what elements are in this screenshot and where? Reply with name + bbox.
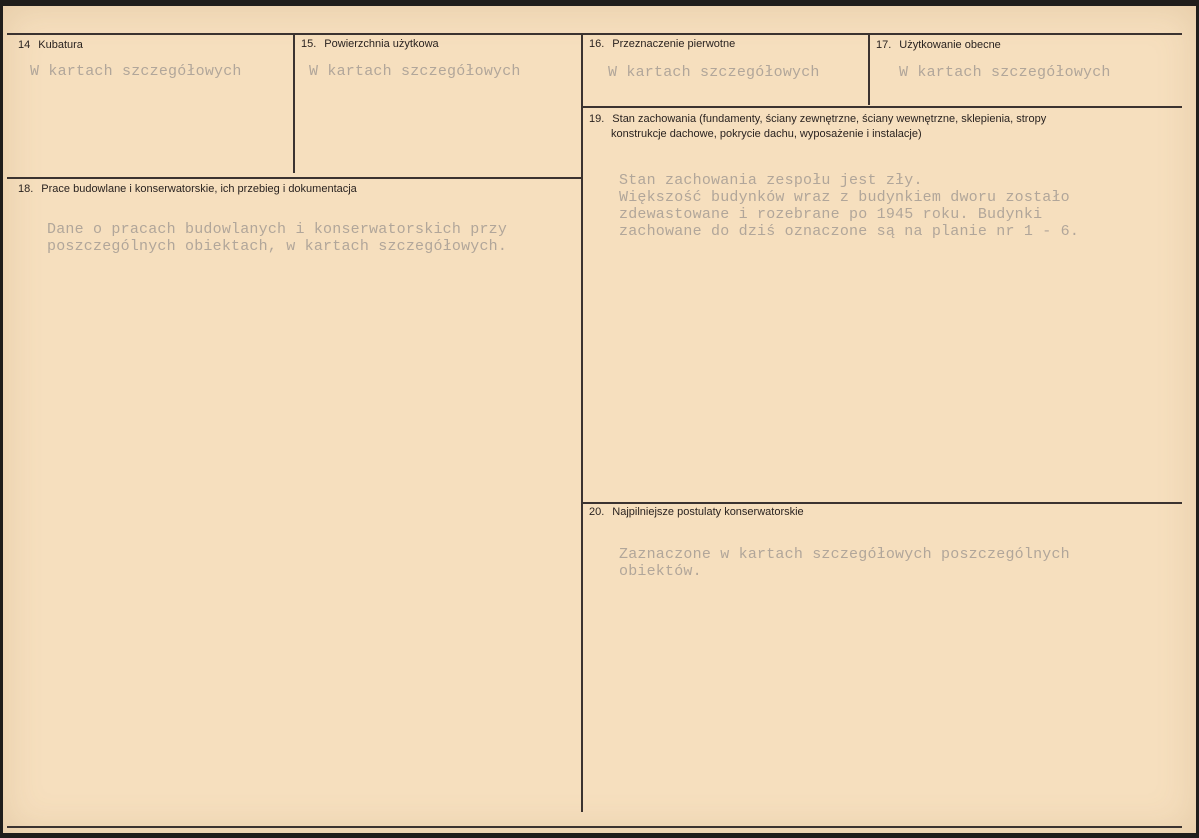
field-17-title: Użytkowanie obecne bbox=[899, 39, 1001, 51]
field-19-value-line: zachowane do dziś oznaczone są na planie nr 1 - 6. bbox=[619, 223, 1080, 240]
field-14-title: Kubatura bbox=[38, 39, 83, 51]
rule-above-18 bbox=[7, 177, 581, 179]
rule-under-16-17 bbox=[583, 106, 1182, 108]
field-20-number: 20. bbox=[589, 506, 605, 518]
field-19-number: 19. bbox=[589, 113, 605, 125]
field-19-value-line: Większość budynków wraz z budynkiem dworu zostało bbox=[619, 189, 1070, 206]
field-14-value: W kartach szczegółowych bbox=[30, 63, 242, 80]
main-vertical-divider bbox=[581, 33, 583, 812]
field-18-value-line: poszczególnych obiektach, w kartach szczegółowych. bbox=[47, 238, 508, 255]
field-20-title: Najpilniejsze postulaty konserwatorskie bbox=[612, 506, 804, 518]
field-18-title: Prace budowlane i konserwatorskie, ich przebieg i dokumentacja bbox=[41, 183, 357, 195]
field-19-title-line1: Stan zachowania (fundamenty, ściany zewnętrzne, ściany wewnętrzne, sklepienia, stropy bbox=[612, 113, 1047, 125]
field-17-value: W kartach szczegółowych bbox=[899, 64, 1111, 81]
field-17-number: 17. bbox=[876, 39, 892, 51]
field-20-label bbox=[589, 505, 804, 519]
field-19-value-line: Stan zachowania zespołu jest zły. bbox=[619, 172, 923, 189]
field-16-number: 16. bbox=[589, 38, 605, 50]
field-15-label bbox=[301, 37, 439, 51]
field-18-label bbox=[18, 182, 357, 196]
field-16-title: Przeznaczenie pierwotne bbox=[612, 38, 736, 50]
bottom-rule bbox=[7, 826, 1182, 828]
field-15-title: Powierzchnia użytkowa bbox=[324, 38, 439, 50]
field-16-label bbox=[589, 37, 735, 51]
field-17-label bbox=[876, 38, 1001, 52]
inventory-card-sheet bbox=[3, 6, 1196, 833]
field-20-value-line: obiektów. bbox=[619, 563, 702, 580]
divider-16-17 bbox=[868, 33, 870, 105]
field-18-number: 18. bbox=[18, 183, 34, 195]
field-16-value: W kartach szczegółowych bbox=[608, 64, 820, 81]
field-19-title-line2: konstrukcje dachowe, pokrycie dachu, wyposażenie i instalacje) bbox=[611, 128, 922, 140]
field-14-label bbox=[18, 38, 83, 52]
field-20-value-line: Zaznaczone w kartach szczegółowych poszczególnych bbox=[619, 546, 1070, 563]
divider-14-15 bbox=[293, 33, 295, 173]
field-15-number: 15. bbox=[301, 38, 317, 50]
top-rule bbox=[7, 33, 1182, 35]
field-18-value-line: Dane o pracach budowlanych i konserwatorskich przy bbox=[47, 221, 508, 238]
field-19-value-line: zdewastowane i rozebrane po 1945 roku. Budynki bbox=[619, 206, 1043, 223]
field-19-label-line1 bbox=[589, 112, 1046, 126]
rule-above-20 bbox=[583, 502, 1182, 504]
field-15-value: W kartach szczegółowych bbox=[309, 63, 521, 80]
field-14-number: 14 bbox=[18, 39, 31, 51]
